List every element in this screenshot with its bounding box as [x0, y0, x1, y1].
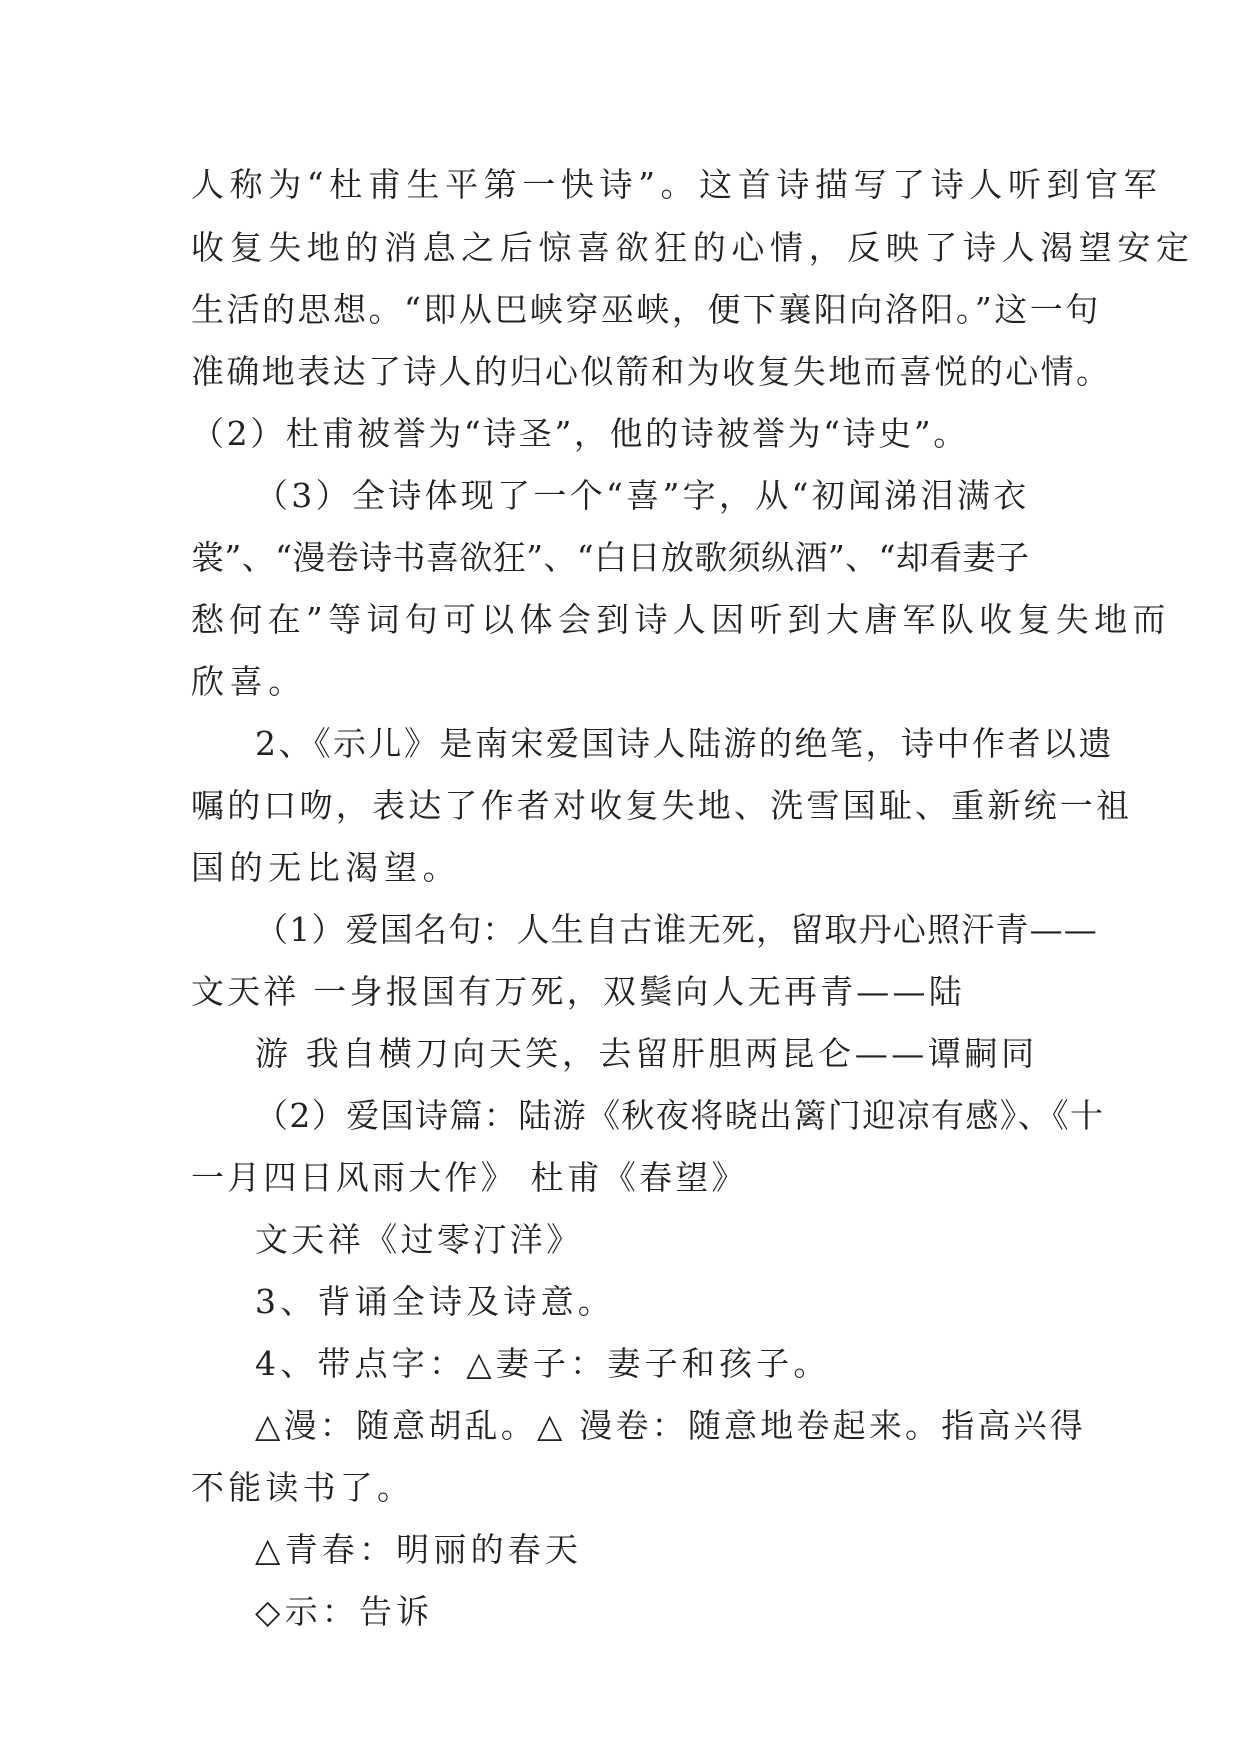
- text-line: 不能读书了。: [191, 1468, 415, 1507]
- text-line: ◇示：告诉: [255, 1592, 434, 1631]
- text-line: 裳”、“漫卷诗书喜欲狂”、“白日放歌须纵酒”、“却看妻子: [191, 538, 1030, 577]
- text-line: 文天祥 一身报国有万死，双鬓向人无再青——陆: [191, 972, 965, 1011]
- text-line: 3、背诵全诗及诗意。: [255, 1282, 615, 1321]
- text-line: 嘱的口吻，表达了作者对收复失地、洗雪国耻、重新统一祖: [191, 786, 1133, 825]
- text-line: 一月四日风雨大作》 杜甫《春望》: [191, 1158, 748, 1197]
- text-line: 2、《示儿》是南宋爱国诗人陆游的绝笔，诗中作者以遗: [255, 724, 1114, 763]
- text-line: 愁何在”等词句可以体会到诗人因听到大唐军队收复失地而: [191, 600, 1171, 639]
- text-line: （2）爱国诗篇：陆游《秋夜将晓出篱门迎凉有感》、《十: [255, 1096, 1105, 1135]
- text-line: 文天祥《过零汀洋》: [255, 1220, 583, 1259]
- text-line: 准确地表达了诗人的归心似箭和为收复失地而喜悦的心情。: [191, 352, 1112, 391]
- text-line: 人称为“杜甫生平第一快诗”。这首诗描写了诗人听到官军: [191, 165, 1163, 204]
- text-line: 生活的思想。“即从巴峡穿巫峡，便下襄阳向洛阳。”这一句: [191, 290, 1101, 329]
- text-line: （1）爱国名句：人生自古谁无死，留取丹心照汗青——: [255, 910, 1098, 949]
- text-line: △青春：明丽的春天: [255, 1530, 583, 1569]
- text-line: 4、带点字：△妻子：妻子和孩子。: [255, 1344, 831, 1383]
- text-line: 欣喜。: [191, 662, 307, 701]
- text-line: △漫：随意胡乱。△ 漫卷：随意地卷起来。指高兴得: [255, 1406, 1087, 1445]
- text-line: 收复失地的消息之后惊喜欲狂的心情，反映了诗人渴望安定: [191, 228, 1195, 267]
- text-line: （3）全诗体现了一个“喜”字，从“初闻涕泪满衣: [255, 476, 1030, 515]
- text-line: 游 我自横刀向天笑，去留肝胆两昆仑——谭嗣同: [255, 1034, 1038, 1073]
- text-line: 国的无比渴望。: [191, 848, 462, 887]
- text-line: （2）杜甫被誉为“诗圣”，他的诗被誉为“诗史”。: [191, 414, 969, 453]
